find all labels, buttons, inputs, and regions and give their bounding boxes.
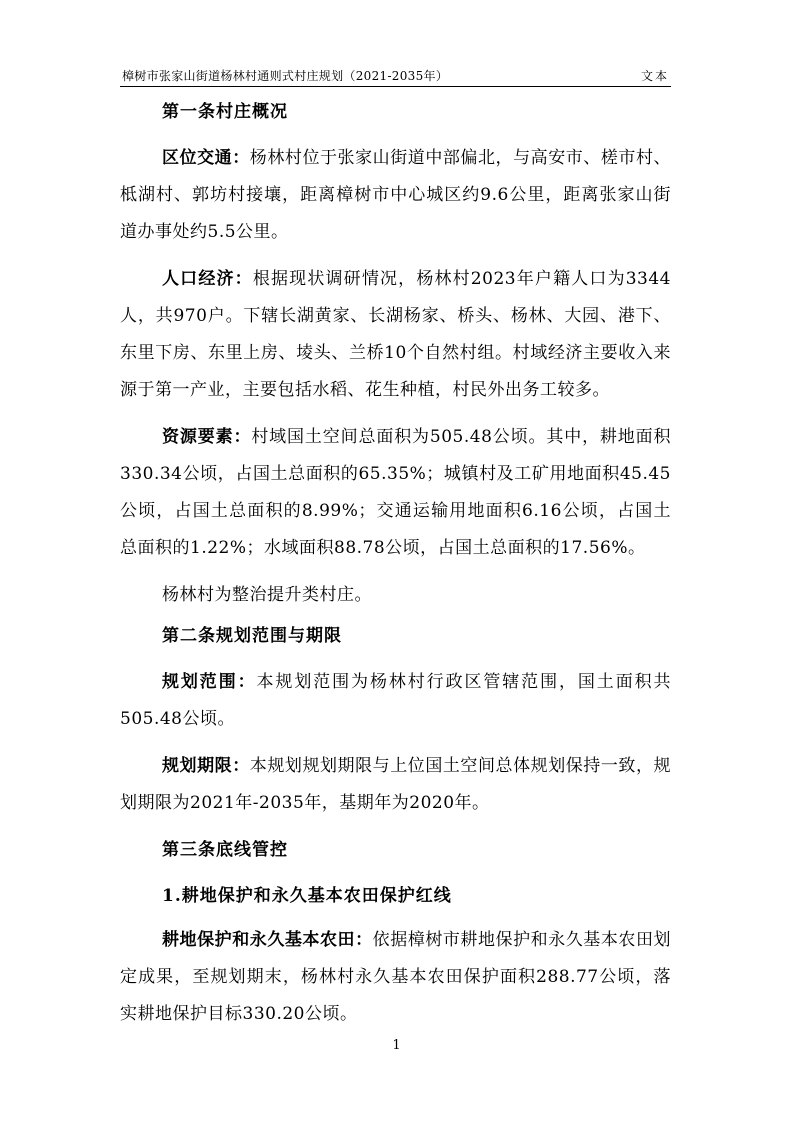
paragraph-label: 耕地保护和永久基本农田： <box>162 930 373 950</box>
paragraph-text: 村域国土空间总面积为505.48公顷。其中，耕地面积330.34公顷，占国土总面积的65.35%；城镇村及工矿用地面积45.45公顷，占国土总面积的8.99%；交通运输用地面积6.16公顷，占国土总面积的1.22%；水域面积88.78公顷，占国土总面积的17.56%。 <box>120 427 672 558</box>
paragraph-text: 杨林村为整治提升类村庄。 <box>162 585 372 605</box>
page-content <box>120 92 671 1033</box>
page-number: 1 <box>392 1038 401 1053</box>
paragraph-farmland <box>120 922 671 1033</box>
section-heading-2: 第二条规划范围与期限 <box>162 626 342 646</box>
paragraph-scope <box>120 664 671 738</box>
paragraph-label: 资源要素： <box>162 427 252 447</box>
section-heading-3: 第三条底线管控 <box>162 840 288 860</box>
subsection-heading: 1.耕地保护和永久基本农田保护红线 <box>162 886 452 906</box>
paragraph-population <box>120 261 671 409</box>
document-type: 文本 <box>640 69 669 83</box>
paragraph-label: 规划范围： <box>162 672 257 692</box>
paragraph-village-type <box>120 577 671 614</box>
document-title: 樟树市张家山街道杨林村通则式村庄规划（2021-2035年） <box>122 69 449 83</box>
paragraph-period <box>120 748 671 822</box>
section-heading-1: 第一条村庄概况 <box>162 102 288 122</box>
paragraph-text: 杨林村位于张家山街道中部偏北，与高安市、槎市村、柢湖村、郭坊村接壤，距离樟树市中心城区约9.6公里，距离张家山街道办事处约5.5公里。 <box>120 148 672 242</box>
paragraph-resources <box>120 419 671 567</box>
page-header <box>120 64 671 87</box>
paragraph-label: 区位交通： <box>162 148 250 168</box>
paragraph-location <box>120 140 671 251</box>
paragraph-text: 本规划规划期限与上位国土空间总体规划保持一致，规划期限为2021年-2035年，基期年为2020年。 <box>120 756 672 813</box>
paragraph-text: 根据现状调研情况，杨林村2023年户籍人口为3344人，共970户。下辖长湖黄家、长湖杨家、桥头、杨林、大园、港下、东里下房、东里上房、堎头、兰桥10个自然村组。村域经济主要收入来源于第一产业，主要包括水稻、花生种植，村民外出务工较多。 <box>120 269 671 400</box>
paragraph-text: 依据樟树市耕地保护和永久基本农田划定成果，至规划期末，杨林村永久基本农田保护面积288.77公顷，落实耕地保护目标330.20公顷。 <box>120 930 672 1024</box>
paragraph-label: 规划期限： <box>162 756 250 776</box>
paragraph-label: 人口经济： <box>162 269 253 289</box>
paragraph-text: 本规划范围为杨林村行政区管辖范围，国土面积共505.48公顷。 <box>120 672 672 729</box>
